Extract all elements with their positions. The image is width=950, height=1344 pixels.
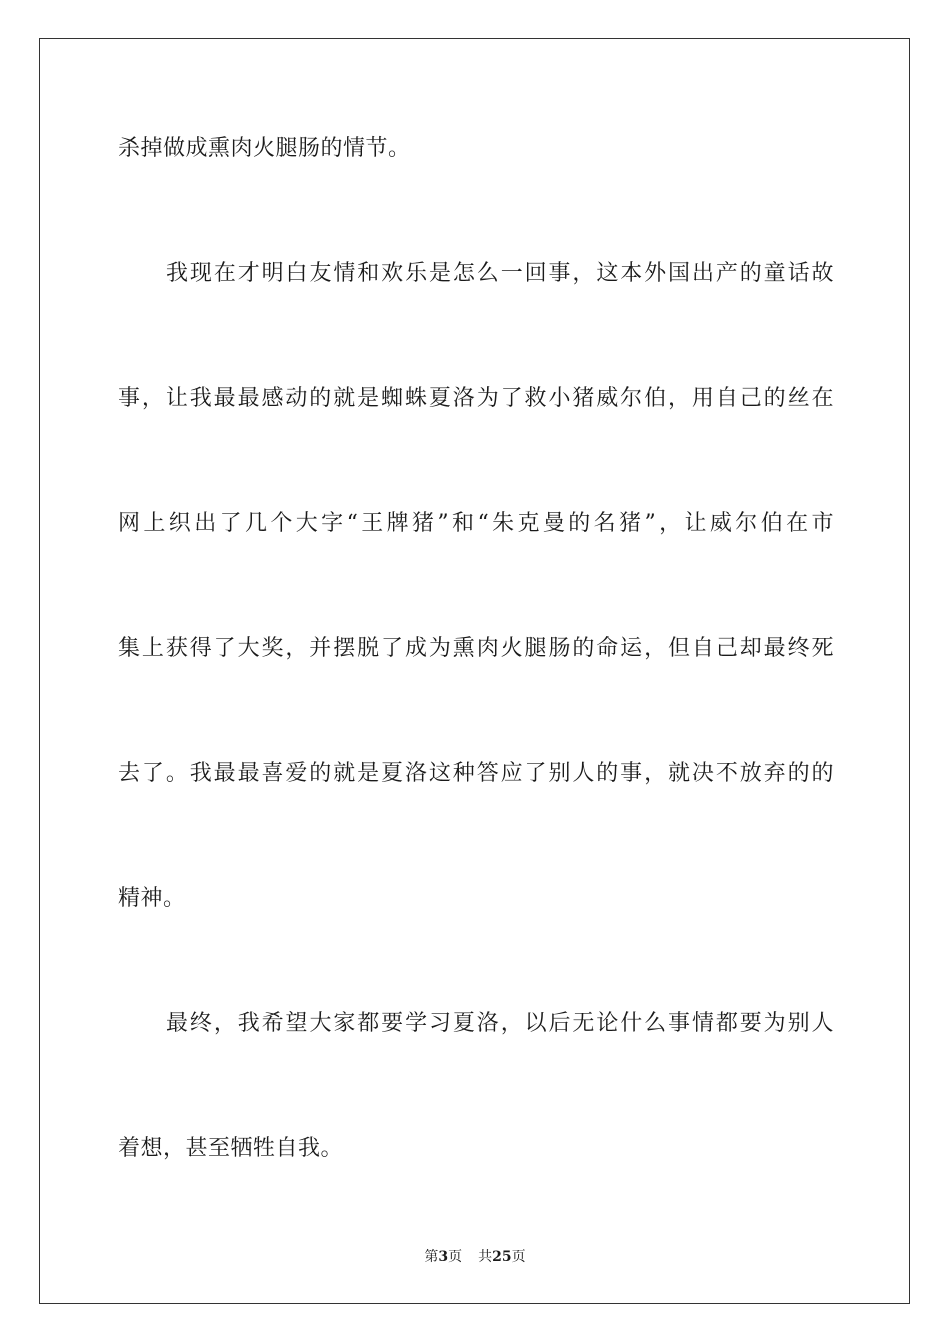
footer-page-prefix: 第 — [424, 1249, 439, 1265]
paragraph-line-5: 集上获得了大奖，并摆脱了成为熏肉火腿肠的命运，但自己却最终死 — [118, 636, 834, 661]
paragraph-line-9: 着想，甚至牺牲自我。 — [118, 1136, 344, 1161]
page-border — [39, 38, 910, 1304]
paragraph-line-1: 杀掉做成熏肉火腿肠的情节。 — [118, 136, 411, 161]
paragraph-line-4: 网上织出了几个大字“王牌猪”和“朱克曼的名猪”，让威尔伯在市 — [118, 511, 834, 536]
paragraph-line-7: 精神。 — [118, 886, 186, 911]
footer-page-suffix: 页 — [448, 1249, 463, 1265]
footer-total-prefix: 共 — [478, 1249, 493, 1265]
paragraph-line-3: 事，让我最最感动的就是蜘蛛夏洛为了救小猪威尔伯，用自己的丝在 — [118, 386, 834, 411]
footer-total-pages: 25 — [492, 1249, 512, 1265]
paragraph-line-6: 去了。我最最喜爱的就是夏洛这种答应了别人的事，就决不放弃的的 — [118, 761, 834, 786]
page-footer — [0, 1248, 950, 1266]
paragraph-line-2: 我现在才明白友情和欢乐是怎么一回事，这本外国出产的童话故 — [166, 261, 834, 286]
paragraph-line-8: 最终，我希望大家都要学习夏洛，以后无论什么事情都要为别人 — [166, 1011, 834, 1036]
footer-total-suffix: 页 — [511, 1249, 526, 1265]
footer-page-number: 3 — [438, 1249, 449, 1265]
